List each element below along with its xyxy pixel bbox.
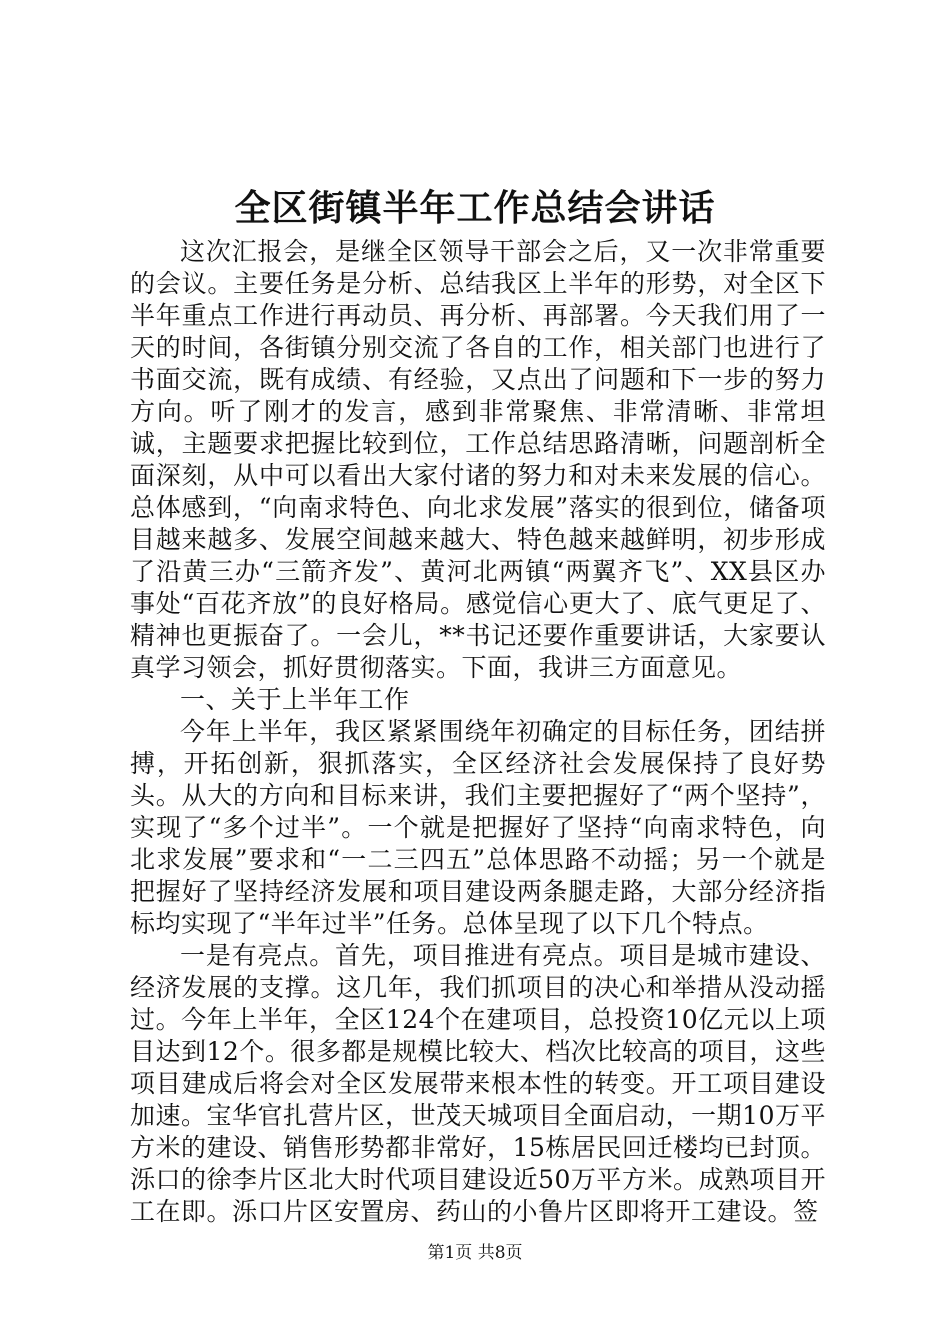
paragraph-intro: 这次汇报会，是继全区领导干部会之后，又一次非常重要的会议。主要任务是分析、总结我区上半年的形势，对全区下半年重点工作进行再动员、再分析、再部署。今天我们用了一天的时间，各街镇分别交流了各自的工作，相关部门也进行了书面交流，既有成绩、有经验，又点出了问题和下一步的努力方向。听了刚才的发言，感到非常聚焦、非常清晰、非常坦诚，主题要求把握比较到位，工作总结思路清晰，问题剖析全面深刻，从中可以看出大家付诸的努力和对未来发展的信心。总体感到，“向南求特色、向北求发展”落实的很到位，储备项目越来越多、发展空间越来越大、特色越来越鲜明，初步形成了沿黄三办“三箭齐发”、黄河北两镇“两翼齐飞”、XX县区办事处“百花齐放”的良好格局。感觉信心更大了、底气更足了、精神也更振奋了。一会儿，**书记还要作重要讲话，大家要认真学习领会，抓好贯彻落实。下面，我讲三方面意见。 [130,237,826,682]
document-body [130,236,826,1228]
section-heading-first-half: 一、关于上半年工作 [180,685,410,714]
document-title: 全区街镇半年工作总结会讲话 [234,187,716,229]
paragraph-first-half-overview: 今年上半年，我区紧紧围绕年初确定的目标任务，团结拼搏，开拓创新，狠抓落实，全区经济社会发展保持了良好势头。从大的方向和目标来讲，我们主要把握好了“两个坚持”，实现了“多个过半”。一个就是把握好了坚持“向南求特色，向北求发展”要求和“一二三四五”总体思路不动摇；另一个就是把握好了坚持经济发展和项目建设两条腿走路，大部分经济指标均实现了“半年过半”任务。总体呈现了以下几个特点。 [130,717,826,938]
paragraph-highlights: 一是有亮点。首先，项目推进有亮点。项目是城市建设、经济发展的支撑。这几年，我们抓项目的决心和举措从没动摇过。今年上半年，全区124个在建项目，总投资10亿元以上项目达到12个。很多都是规模比较大、档次比较高的项目，这些项目建成后将会对全区发展带来根本性的转变。开工项目建设加速。宝华官扎营片区，世茂天城项目全面启动，一期10万平方米的建设、销售形势都非常好，15栋居民回迁楼均已封顶。泺口的徐李片区北大时代项目建设近50万平方米。成熟项目开工在即。泺口片区安置房、药山的小鲁片区即将开工建设。签 [130,941,826,1226]
page-number-footer: 第1页 共8页 [427,1243,523,1263]
